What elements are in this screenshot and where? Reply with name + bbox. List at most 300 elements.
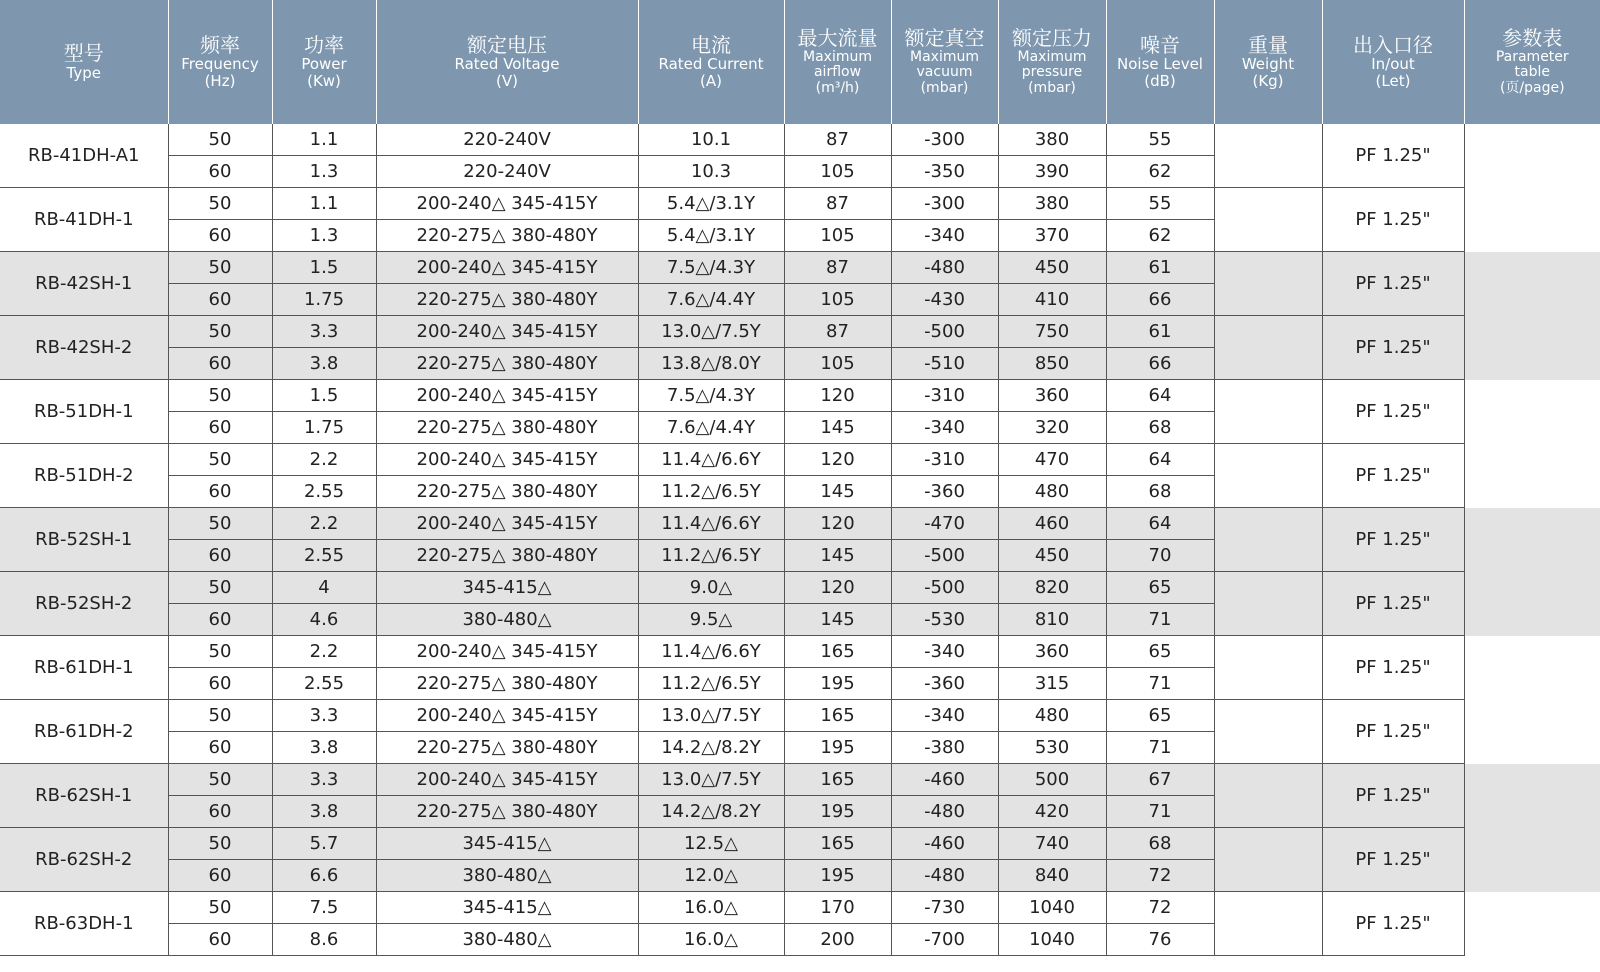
model-type-cell: RB-51DH-1: [0, 380, 168, 444]
header-power-cn: 功率: [304, 33, 344, 57]
pressure-cell: 1040: [998, 924, 1106, 956]
model-type-cell: RB-41DH-A1: [0, 124, 168, 188]
freq-cell: 50: [168, 444, 272, 476]
airflow-cell: 120: [784, 572, 891, 604]
pressure-cell: 500: [998, 764, 1106, 796]
noise-cell: 68: [1106, 476, 1214, 508]
header-voltage: [376, 0, 638, 124]
vacuum-cell: -530: [891, 604, 998, 636]
voltage-cell: 345-415△: [376, 892, 638, 924]
freq-cell: 60: [168, 668, 272, 700]
port-cell: PF 1.25": [1322, 380, 1464, 444]
header-airflow-en1: Maximum: [803, 48, 872, 65]
voltage-cell: 200-240△ 345-415Y: [376, 188, 638, 220]
voltage-cell: 220-275△ 380-480Y: [376, 668, 638, 700]
freq-cell: 50: [168, 764, 272, 796]
noise-cell: 67: [1106, 764, 1214, 796]
noise-cell: 70: [1106, 540, 1214, 572]
port-cell: PF 1.25": [1322, 444, 1464, 508]
weight-cell: [1214, 508, 1322, 572]
current-cell: 13.0△/7.5Y: [638, 316, 784, 348]
current-cell: 16.0△: [638, 924, 784, 956]
voltage-cell: 200-240△ 345-415Y: [376, 636, 638, 668]
freq-cell: 60: [168, 604, 272, 636]
vacuum-cell: -340: [891, 412, 998, 444]
page-cell: [1464, 188, 1600, 252]
freq-cell: 50: [168, 188, 272, 220]
voltage-cell: 345-415△: [376, 572, 638, 604]
port-cell: PF 1.25": [1322, 508, 1464, 572]
table-body: [0, 124, 1600, 956]
pressure-cell: 820: [998, 572, 1106, 604]
port-cell: PF 1.25": [1322, 188, 1464, 252]
noise-cell: 62: [1106, 220, 1214, 252]
vacuum-cell: -500: [891, 572, 998, 604]
current-cell: 11.4△/6.6Y: [638, 444, 784, 476]
header-voltage-cn: 额定电压: [467, 33, 547, 57]
page-cell: [1464, 444, 1600, 508]
header-page: [1464, 0, 1600, 124]
current-cell: 9.0△: [638, 572, 784, 604]
header-frequency-en: Frequency: [181, 55, 259, 74]
noise-cell: 61: [1106, 252, 1214, 284]
model-type-cell: RB-62SH-1: [0, 764, 168, 828]
airflow-cell: 87: [784, 316, 891, 348]
airflow-cell: 105: [784, 348, 891, 380]
airflow-cell: 195: [784, 860, 891, 892]
vacuum-cell: -300: [891, 188, 998, 220]
port-cell: PF 1.25": [1322, 700, 1464, 764]
weight-cell: [1214, 636, 1322, 700]
table-row: [0, 572, 1600, 604]
power-cell: 7.5: [272, 892, 376, 924]
airflow-cell: 165: [784, 636, 891, 668]
header-type-en: Type: [66, 63, 101, 82]
voltage-cell: 200-240△ 345-415Y: [376, 764, 638, 796]
header-airflow-en2: airflow: [813, 64, 862, 81]
noise-cell: 65: [1106, 636, 1214, 668]
freq-cell: 50: [168, 508, 272, 540]
airflow-cell: 120: [784, 444, 891, 476]
header-power-unit: (Kw): [307, 72, 341, 91]
header-current-cn: 电流: [691, 33, 731, 57]
freq-cell: 50: [168, 828, 272, 860]
noise-cell: 68: [1106, 828, 1214, 860]
noise-cell: 71: [1106, 732, 1214, 764]
weight-cell: [1214, 316, 1322, 380]
power-cell: 2.55: [272, 476, 376, 508]
page-cell: [1464, 252, 1600, 316]
airflow-cell: 105: [784, 220, 891, 252]
freq-cell: 50: [168, 572, 272, 604]
airflow-cell: 195: [784, 732, 891, 764]
freq-cell: 50: [168, 380, 272, 412]
power-cell: 3.3: [272, 316, 376, 348]
header-vacuum-unit: (mbar): [920, 80, 969, 97]
vacuum-cell: -480: [891, 860, 998, 892]
pressure-cell: 530: [998, 732, 1106, 764]
pressure-cell: 450: [998, 540, 1106, 572]
freq-cell: 50: [168, 700, 272, 732]
header-port-en: In/out: [1371, 55, 1415, 74]
power-cell: 1.3: [272, 220, 376, 252]
airflow-cell: 87: [784, 252, 891, 284]
table-row: [0, 828, 1600, 860]
pressure-cell: 360: [998, 380, 1106, 412]
current-cell: 11.4△/6.6Y: [638, 636, 784, 668]
model-type-cell: RB-62SH-2: [0, 828, 168, 892]
table-row: [0, 316, 1600, 348]
port-cell: PF 1.25": [1322, 636, 1464, 700]
freq-cell: 60: [168, 540, 272, 572]
airflow-cell: 105: [784, 284, 891, 316]
airflow-cell: 87: [784, 124, 891, 156]
page-cell: [1464, 828, 1600, 892]
header-vacuum-en1: Maximum: [910, 48, 979, 65]
port-cell: PF 1.25": [1322, 828, 1464, 892]
airflow-cell: 87: [784, 188, 891, 220]
pressure-cell: 480: [998, 476, 1106, 508]
page-cell: [1464, 508, 1600, 572]
power-cell: 1.1: [272, 188, 376, 220]
airflow-cell: 145: [784, 604, 891, 636]
voltage-cell: 380-480△: [376, 924, 638, 956]
weight-cell: [1214, 124, 1322, 188]
weight-cell: [1214, 444, 1322, 508]
header-port-unit: (Let): [1375, 72, 1411, 91]
noise-cell: 65: [1106, 700, 1214, 732]
table-row: [0, 700, 1600, 732]
current-cell: 13.0△/7.5Y: [638, 700, 784, 732]
pressure-cell: 840: [998, 860, 1106, 892]
power-cell: 2.55: [272, 540, 376, 572]
current-cell: 13.0△/7.5Y: [638, 764, 784, 796]
vacuum-cell: -460: [891, 828, 998, 860]
airflow-cell: 165: [784, 700, 891, 732]
table-row: [0, 764, 1600, 796]
header-page-en1: Parameter: [1495, 48, 1569, 65]
voltage-cell: 220-275△ 380-480Y: [376, 284, 638, 316]
model-type-cell: RB-52SH-1: [0, 508, 168, 572]
noise-cell: 72: [1106, 892, 1214, 924]
vacuum-cell: -500: [891, 316, 998, 348]
freq-cell: 50: [168, 124, 272, 156]
page-cell: [1464, 572, 1600, 636]
pressure-cell: 370: [998, 220, 1106, 252]
header-frequency-cn: 频率: [200, 33, 240, 57]
pressure-cell: 390: [998, 156, 1106, 188]
header-current-en: Rated Current: [658, 55, 764, 74]
noise-cell: 71: [1106, 604, 1214, 636]
current-cell: 11.2△/6.5Y: [638, 476, 784, 508]
current-cell: 7.5△/4.3Y: [638, 252, 784, 284]
freq-cell: 60: [168, 924, 272, 956]
header-airflow-cn: 最大流量: [797, 26, 878, 51]
power-cell: 2.2: [272, 508, 376, 540]
voltage-cell: 220-240V: [376, 156, 638, 188]
power-cell: 1.75: [272, 284, 376, 316]
pressure-cell: 380: [998, 188, 1106, 220]
port-cell: PF 1.25": [1322, 572, 1464, 636]
table-row: [0, 188, 1600, 220]
header-port-cn: 出入口径: [1353, 33, 1433, 57]
voltage-cell: 220-275△ 380-480Y: [376, 540, 638, 572]
header-airflow-unit: (m³/h): [815, 80, 860, 97]
header-weight-cn: 重量: [1248, 33, 1288, 57]
header-current-unit: (A): [700, 72, 722, 91]
pressure-cell: 380: [998, 124, 1106, 156]
airflow-cell: 165: [784, 828, 891, 860]
table-header: [0, 0, 1600, 124]
current-cell: 5.4△/3.1Y: [638, 188, 784, 220]
freq-cell: 60: [168, 732, 272, 764]
pressure-cell: 460: [998, 508, 1106, 540]
header-noise-en: Noise Level: [1117, 55, 1203, 74]
vacuum-cell: -360: [891, 668, 998, 700]
voltage-cell: 380-480△: [376, 604, 638, 636]
current-cell: 11.4△/6.6Y: [638, 508, 784, 540]
current-cell: 7.6△/4.4Y: [638, 284, 784, 316]
header-noise-cn: 噪音: [1140, 33, 1180, 57]
vacuum-cell: -340: [891, 700, 998, 732]
pressure-cell: 810: [998, 604, 1106, 636]
port-cell: PF 1.25": [1322, 892, 1464, 956]
header-port: [1322, 0, 1464, 124]
vacuum-cell: -480: [891, 252, 998, 284]
header-airflow: [784, 0, 891, 124]
header-page-en2: table: [1514, 64, 1550, 81]
vacuum-cell: -380: [891, 732, 998, 764]
power-cell: 8.6: [272, 924, 376, 956]
vacuum-cell: -460: [891, 764, 998, 796]
voltage-cell: 220-275△ 380-480Y: [376, 348, 638, 380]
weight-cell: [1214, 188, 1322, 252]
airflow-cell: 120: [784, 380, 891, 412]
noise-cell: 66: [1106, 348, 1214, 380]
noise-cell: 64: [1106, 444, 1214, 476]
noise-cell: 68: [1106, 412, 1214, 444]
header-frequency-unit: (Hz): [204, 72, 236, 91]
header-current: [638, 0, 784, 124]
model-type-cell: RB-51DH-2: [0, 444, 168, 508]
table-row: [0, 508, 1600, 540]
model-type-cell: RB-61DH-2: [0, 700, 168, 764]
weight-cell: [1214, 764, 1322, 828]
model-type-cell: RB-41DH-1: [0, 188, 168, 252]
freq-cell: 60: [168, 284, 272, 316]
noise-cell: 55: [1106, 124, 1214, 156]
pressure-cell: 410: [998, 284, 1106, 316]
freq-cell: 60: [168, 156, 272, 188]
power-cell: 1.1: [272, 124, 376, 156]
header-page-cn: 参数表: [1502, 26, 1563, 51]
noise-cell: 64: [1106, 380, 1214, 412]
noise-cell: 61: [1106, 316, 1214, 348]
power-cell: 3.3: [272, 700, 376, 732]
voltage-cell: 200-240△ 345-415Y: [376, 316, 638, 348]
vacuum-cell: -470: [891, 508, 998, 540]
freq-cell: 60: [168, 796, 272, 828]
vacuum-cell: -700: [891, 924, 998, 956]
freq-cell: 50: [168, 892, 272, 924]
pressure-cell: 450: [998, 252, 1106, 284]
power-cell: 3.8: [272, 732, 376, 764]
current-cell: 14.2△/8.2Y: [638, 796, 784, 828]
page-cell: [1464, 764, 1600, 828]
power-cell: 2.2: [272, 636, 376, 668]
header-type-cn: 型号: [63, 41, 104, 66]
current-cell: 16.0△: [638, 892, 784, 924]
current-cell: 10.1: [638, 124, 784, 156]
airflow-cell: 145: [784, 476, 891, 508]
table-row: [0, 252, 1600, 284]
table-row: [0, 124, 1600, 156]
power-cell: 5.7: [272, 828, 376, 860]
vacuum-cell: -350: [891, 156, 998, 188]
header-voltage-unit: (V): [496, 72, 518, 91]
pressure-cell: 750: [998, 316, 1106, 348]
power-cell: 1.75: [272, 412, 376, 444]
noise-cell: 71: [1106, 796, 1214, 828]
page-cell: [1464, 700, 1600, 764]
power-cell: 1.3: [272, 156, 376, 188]
current-cell: 10.3: [638, 156, 784, 188]
noise-cell: 65: [1106, 572, 1214, 604]
model-type-cell: RB-63DH-1: [0, 892, 168, 956]
current-cell: 9.5△: [638, 604, 784, 636]
page-cell: [1464, 316, 1600, 380]
voltage-cell: 220-275△ 380-480Y: [376, 732, 638, 764]
model-type-cell: RB-52SH-2: [0, 572, 168, 636]
header-vacuum-cn: 额定真空: [904, 26, 985, 51]
airflow-cell: 170: [784, 892, 891, 924]
port-cell: PF 1.25": [1322, 124, 1464, 188]
header-noise-unit: (dB): [1144, 72, 1176, 91]
header-page-unit: (页/page): [1499, 80, 1565, 97]
pressure-cell: 315: [998, 668, 1106, 700]
power-cell: 3.3: [272, 764, 376, 796]
pressure-cell: 480: [998, 700, 1106, 732]
port-cell: PF 1.25": [1322, 316, 1464, 380]
voltage-cell: 220-275△ 380-480Y: [376, 220, 638, 252]
current-cell: 12.0△: [638, 860, 784, 892]
voltage-cell: 345-415△: [376, 828, 638, 860]
noise-cell: 55: [1106, 188, 1214, 220]
header-power: [272, 0, 376, 124]
current-cell: 12.5△: [638, 828, 784, 860]
vacuum-cell: -500: [891, 540, 998, 572]
airflow-cell: 195: [784, 668, 891, 700]
noise-cell: 64: [1106, 508, 1214, 540]
page-cell: [1464, 892, 1600, 956]
airflow-cell: 145: [784, 412, 891, 444]
header-power-en: Power: [301, 55, 347, 74]
model-type-cell: RB-42SH-2: [0, 316, 168, 380]
noise-cell: 66: [1106, 284, 1214, 316]
header-noise: [1106, 0, 1214, 124]
page-cell: [1464, 124, 1600, 188]
voltage-cell: 200-240△ 345-415Y: [376, 380, 638, 412]
voltage-cell: 200-240△ 345-415Y: [376, 508, 638, 540]
airflow-cell: 145: [784, 540, 891, 572]
noise-cell: 71: [1106, 668, 1214, 700]
vacuum-cell: -310: [891, 444, 998, 476]
weight-cell: [1214, 700, 1322, 764]
pressure-cell: 740: [998, 828, 1106, 860]
freq-cell: 60: [168, 348, 272, 380]
airflow-cell: 105: [784, 156, 891, 188]
vacuum-cell: -430: [891, 284, 998, 316]
pressure-cell: 470: [998, 444, 1106, 476]
current-cell: 11.2△/6.5Y: [638, 540, 784, 572]
header-weight: [1214, 0, 1322, 124]
voltage-cell: 200-240△ 345-415Y: [376, 252, 638, 284]
airflow-cell: 165: [784, 764, 891, 796]
header-type: [0, 0, 168, 124]
airflow-cell: 195: [784, 796, 891, 828]
voltage-cell: 220-275△ 380-480Y: [376, 796, 638, 828]
pressure-cell: 1040: [998, 892, 1106, 924]
current-cell: 7.6△/4.4Y: [638, 412, 784, 444]
weight-cell: [1214, 828, 1322, 892]
airflow-cell: 200: [784, 924, 891, 956]
freq-cell: 60: [168, 860, 272, 892]
header-weight-en: Weight: [1241, 55, 1295, 74]
freq-cell: 50: [168, 252, 272, 284]
freq-cell: 60: [168, 476, 272, 508]
table-row: [0, 380, 1600, 412]
noise-cell: 62: [1106, 156, 1214, 188]
freq-cell: 50: [168, 636, 272, 668]
header-pressure-en1: Maximum: [1017, 48, 1087, 65]
header-pressure: [998, 0, 1106, 124]
weight-cell: [1214, 892, 1322, 956]
power-cell: 6.6: [272, 860, 376, 892]
power-cell: 2.55: [272, 668, 376, 700]
page-cell: [1464, 380, 1600, 444]
vacuum-cell: -340: [891, 636, 998, 668]
vacuum-cell: -480: [891, 796, 998, 828]
power-cell: 4: [272, 572, 376, 604]
pressure-cell: 360: [998, 636, 1106, 668]
weight-cell: [1214, 572, 1322, 636]
voltage-cell: 200-240△ 345-415Y: [376, 700, 638, 732]
vacuum-cell: -510: [891, 348, 998, 380]
voltage-cell: 220-240V: [376, 124, 638, 156]
page-cell: [1464, 636, 1600, 700]
model-type-cell: RB-61DH-1: [0, 636, 168, 700]
table-row: [0, 892, 1600, 924]
header-pressure-unit: (mbar): [1028, 80, 1076, 97]
power-cell: 3.8: [272, 796, 376, 828]
table-row: [0, 636, 1600, 668]
pressure-cell: 420: [998, 796, 1106, 828]
voltage-cell: 220-275△ 380-480Y: [376, 476, 638, 508]
vacuum-cell: -360: [891, 476, 998, 508]
header-vacuum: [891, 0, 998, 124]
pressure-cell: 320: [998, 412, 1106, 444]
model-type-cell: RB-42SH-1: [0, 252, 168, 316]
header-weight-unit: (Kg): [1252, 72, 1284, 91]
freq-cell: 50: [168, 316, 272, 348]
power-cell: 1.5: [272, 380, 376, 412]
airflow-cell: 120: [784, 508, 891, 540]
header-frequency: [168, 0, 272, 124]
weight-cell: [1214, 252, 1322, 316]
vacuum-cell: -730: [891, 892, 998, 924]
header-vacuum-en2: vacuum: [916, 64, 973, 81]
current-cell: 7.5△/4.3Y: [638, 380, 784, 412]
